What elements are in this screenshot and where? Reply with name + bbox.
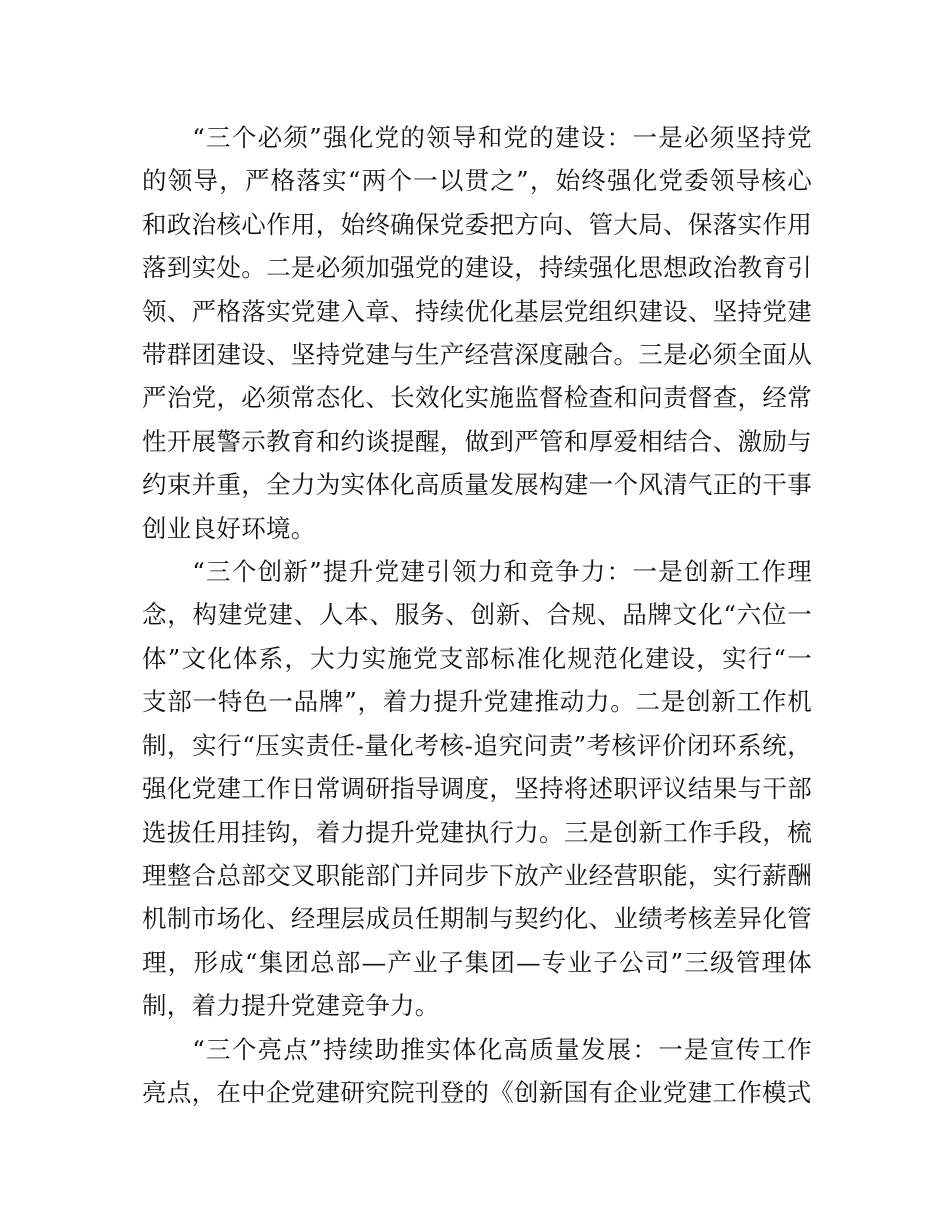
paragraph-three-innovations: “三个创新”提升党建引领力和竞争力：一是创新工作理念，构建党建、人本、服务、创新、合规、品牌文化“六位一体”文化体系，大力实施党支部标准化规范化建设，实行“一支部一特色一品牌”，着力提升党建推动力。二是创新工作机制，实行“压实责任-量化考核-追究问责”考核评价闭环系统，强化党建工作日常调研指导调度，坚持将述职评议结果与干部选拔任用挂钩，着力提升党建执行力。三是创新工作手段，梳理整合总部交叉职能部门并同步下放产业经营职能，实行薪酬机制市场化、经理层成员任期制与契约化、业绩考核差异化管理，形成“集团总部—产业子集团—专业子公司”三级管理体制，着力提升党建竞争力。 (142, 557, 812, 1021)
document-body (142, 116, 812, 1114)
paragraph-three-musts: “三个必须”强化党的领导和党的建设：一是必须坚持党的领导，严格落实“两个一以贯之”，始终强化党委领导核心和政治核心作用，始终确保党委把方向、管大局、保落实作用落到实处。二是必须加强党的建设，持续强化思想政治教育引领、严格落实党建入章、持续优化基层党组织建设、坚持党建带群团建设、坚持党建与生产经营深度融合。三是必须全面从严治党，必须常态化、长效化实施监督检查和问责督查，经常性开展警示教育和约谈提醒，做到严管和厚爱相结合、激励与约束并重，全力为实体化高质量发展构建一个风清气正的干事创业良好环境。 (142, 123, 812, 543)
paragraph-three-highlights: “三个亮点”持续助推实体化高质量发展：一是宣传工作亮点，在中企党建研究院刊登的《创新国有企业党建工作模式 (142, 1034, 812, 1107)
